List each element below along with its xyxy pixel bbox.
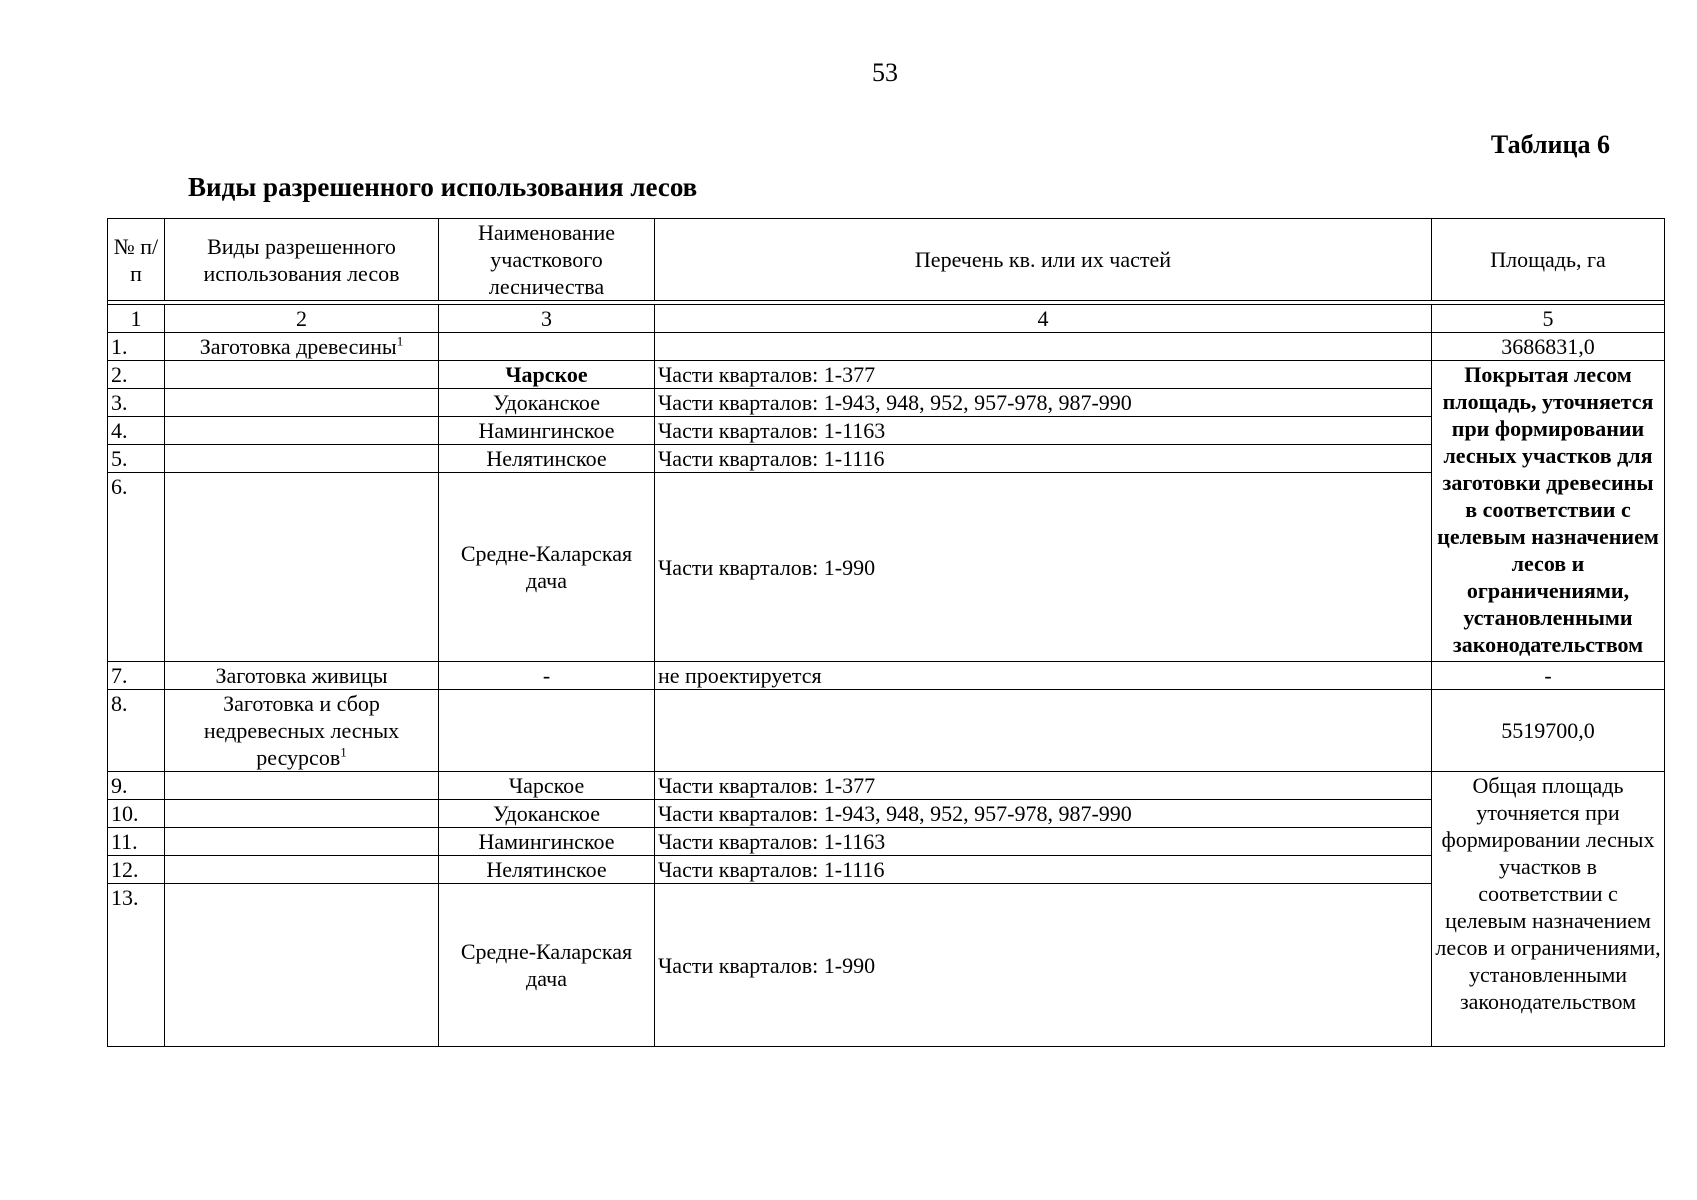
table-row <box>108 361 1665 389</box>
table-row <box>108 333 1665 361</box>
table-row <box>108 856 1665 884</box>
page-number: 53 <box>872 58 898 87</box>
table-row <box>108 445 1665 473</box>
row-forestry: Средне-Каларская дача <box>439 473 655 662</box>
row-quarters: Части кварталов: 1-990 <box>655 884 1432 1047</box>
table-row <box>108 473 1665 662</box>
column-number-row <box>108 305 1665 333</box>
row-forestry: Нелятинское <box>439 445 655 473</box>
table-row <box>108 389 1665 417</box>
row-kind: Заготовка живицы <box>165 662 439 690</box>
row-forestry <box>439 690 655 772</box>
row-forestry: Нелятинское <box>439 856 655 884</box>
row-forestry: Средне-Каларская дача <box>439 884 655 1047</box>
row-num: 10. <box>108 800 165 828</box>
row-kind <box>165 800 439 828</box>
row-kind <box>165 772 439 800</box>
row-kind <box>165 828 439 856</box>
row-kind <box>165 389 439 417</box>
row-kind: Заготовка и сбор недревесных лесных ресурсов$^1$ <box>165 690 439 772</box>
forest-use-table <box>107 218 1665 1047</box>
non-timber-area-note: Общая площадь уточняется при формировании лесных участков в соответствии с целевым назначением лесов и ограничениями, установленными законодательством <box>1432 772 1665 1047</box>
column-number: 3 <box>439 305 655 333</box>
row-kind <box>165 856 439 884</box>
table-label: Таблица 6 <box>1490 130 1610 159</box>
row-forestry: Удоканское <box>439 389 655 417</box>
header-row <box>108 219 1665 301</box>
column-number: 5 <box>1432 305 1665 333</box>
row-quarters: Части кварталов: 1-377 <box>655 772 1432 800</box>
row-quarters: Части кварталов: 1-943, 948, 952, 957-978, 987-990 <box>655 800 1432 828</box>
header-num: № п/п <box>108 219 165 301</box>
row-quarters: Части кварталов: 1-943, 948, 952, 957-978, 987-990 <box>655 389 1432 417</box>
row-quarters: Части кварталов: 1-1116 <box>655 445 1432 473</box>
row-quarters <box>655 690 1432 772</box>
column-number: 2 <box>165 305 439 333</box>
table-row <box>108 884 1665 1047</box>
row-forestry: Чарское <box>439 361 655 389</box>
row-num: 4. <box>108 417 165 445</box>
row-forestry: Чарское <box>439 772 655 800</box>
row-num: 8. <box>108 690 165 772</box>
row-kind <box>165 417 439 445</box>
header-quarters: Перечень кв. или их частей <box>655 219 1432 301</box>
row-kind: Заготовка древесины$^1$ <box>165 333 439 361</box>
row-num: 1. <box>108 333 165 361</box>
row-num: 11. <box>108 828 165 856</box>
column-number: 4 <box>655 305 1432 333</box>
row-num: 5. <box>108 445 165 473</box>
row-num: 13. <box>108 884 165 1047</box>
row-quarters: Части кварталов: 1-1116 <box>655 856 1432 884</box>
row-area: 3686831,0 <box>1432 333 1665 361</box>
row-quarters: не проектируется <box>655 662 1432 690</box>
row-num: 2. <box>108 361 165 389</box>
row-forestry: Удоканское <box>439 800 655 828</box>
row-num: 7. <box>108 662 165 690</box>
table-row <box>108 417 1665 445</box>
row-num: 9. <box>108 772 165 800</box>
header-forestry: Наименование участкового лесничества <box>439 219 655 301</box>
table-row <box>108 772 1665 800</box>
header-area: Площадь, га <box>1432 219 1665 301</box>
column-number: 1 <box>108 305 165 333</box>
row-quarters: Части кварталов: 1-377 <box>655 361 1432 389</box>
row-num: 3. <box>108 389 165 417</box>
row-forestry: Намингинское <box>439 417 655 445</box>
table-row <box>108 662 1665 690</box>
row-kind <box>165 361 439 389</box>
timber-area-note: Покрытая лесом площадь, уточняется при формировании лесных участков для заготовки древесины в соответствии с целевым назначением лесов и ограничениями, установленными законодательством <box>1432 361 1665 662</box>
row-quarters: Части кварталов: 1-1163 <box>655 828 1432 856</box>
table-row <box>108 828 1665 856</box>
row-num: 6. <box>108 473 165 662</box>
row-forestry: - <box>439 662 655 690</box>
row-quarters <box>655 333 1432 361</box>
row-quarters: Части кварталов: 1-1163 <box>655 417 1432 445</box>
row-area: - <box>1432 662 1665 690</box>
row-num: 12. <box>108 856 165 884</box>
table-row <box>108 690 1665 772</box>
row-quarters: Части кварталов: 1-990 <box>655 473 1432 662</box>
row-kind <box>165 445 439 473</box>
row-forestry: Намингинское <box>439 828 655 856</box>
header-kind: Виды разрешенного использования лесов <box>165 219 439 301</box>
table-title: Виды разрешенного использования лесов <box>188 172 698 202</box>
row-area: 5519700,0 <box>1432 690 1665 772</box>
row-forestry <box>439 333 655 361</box>
table-row <box>108 800 1665 828</box>
row-kind <box>165 884 439 1047</box>
row-kind <box>165 473 439 662</box>
